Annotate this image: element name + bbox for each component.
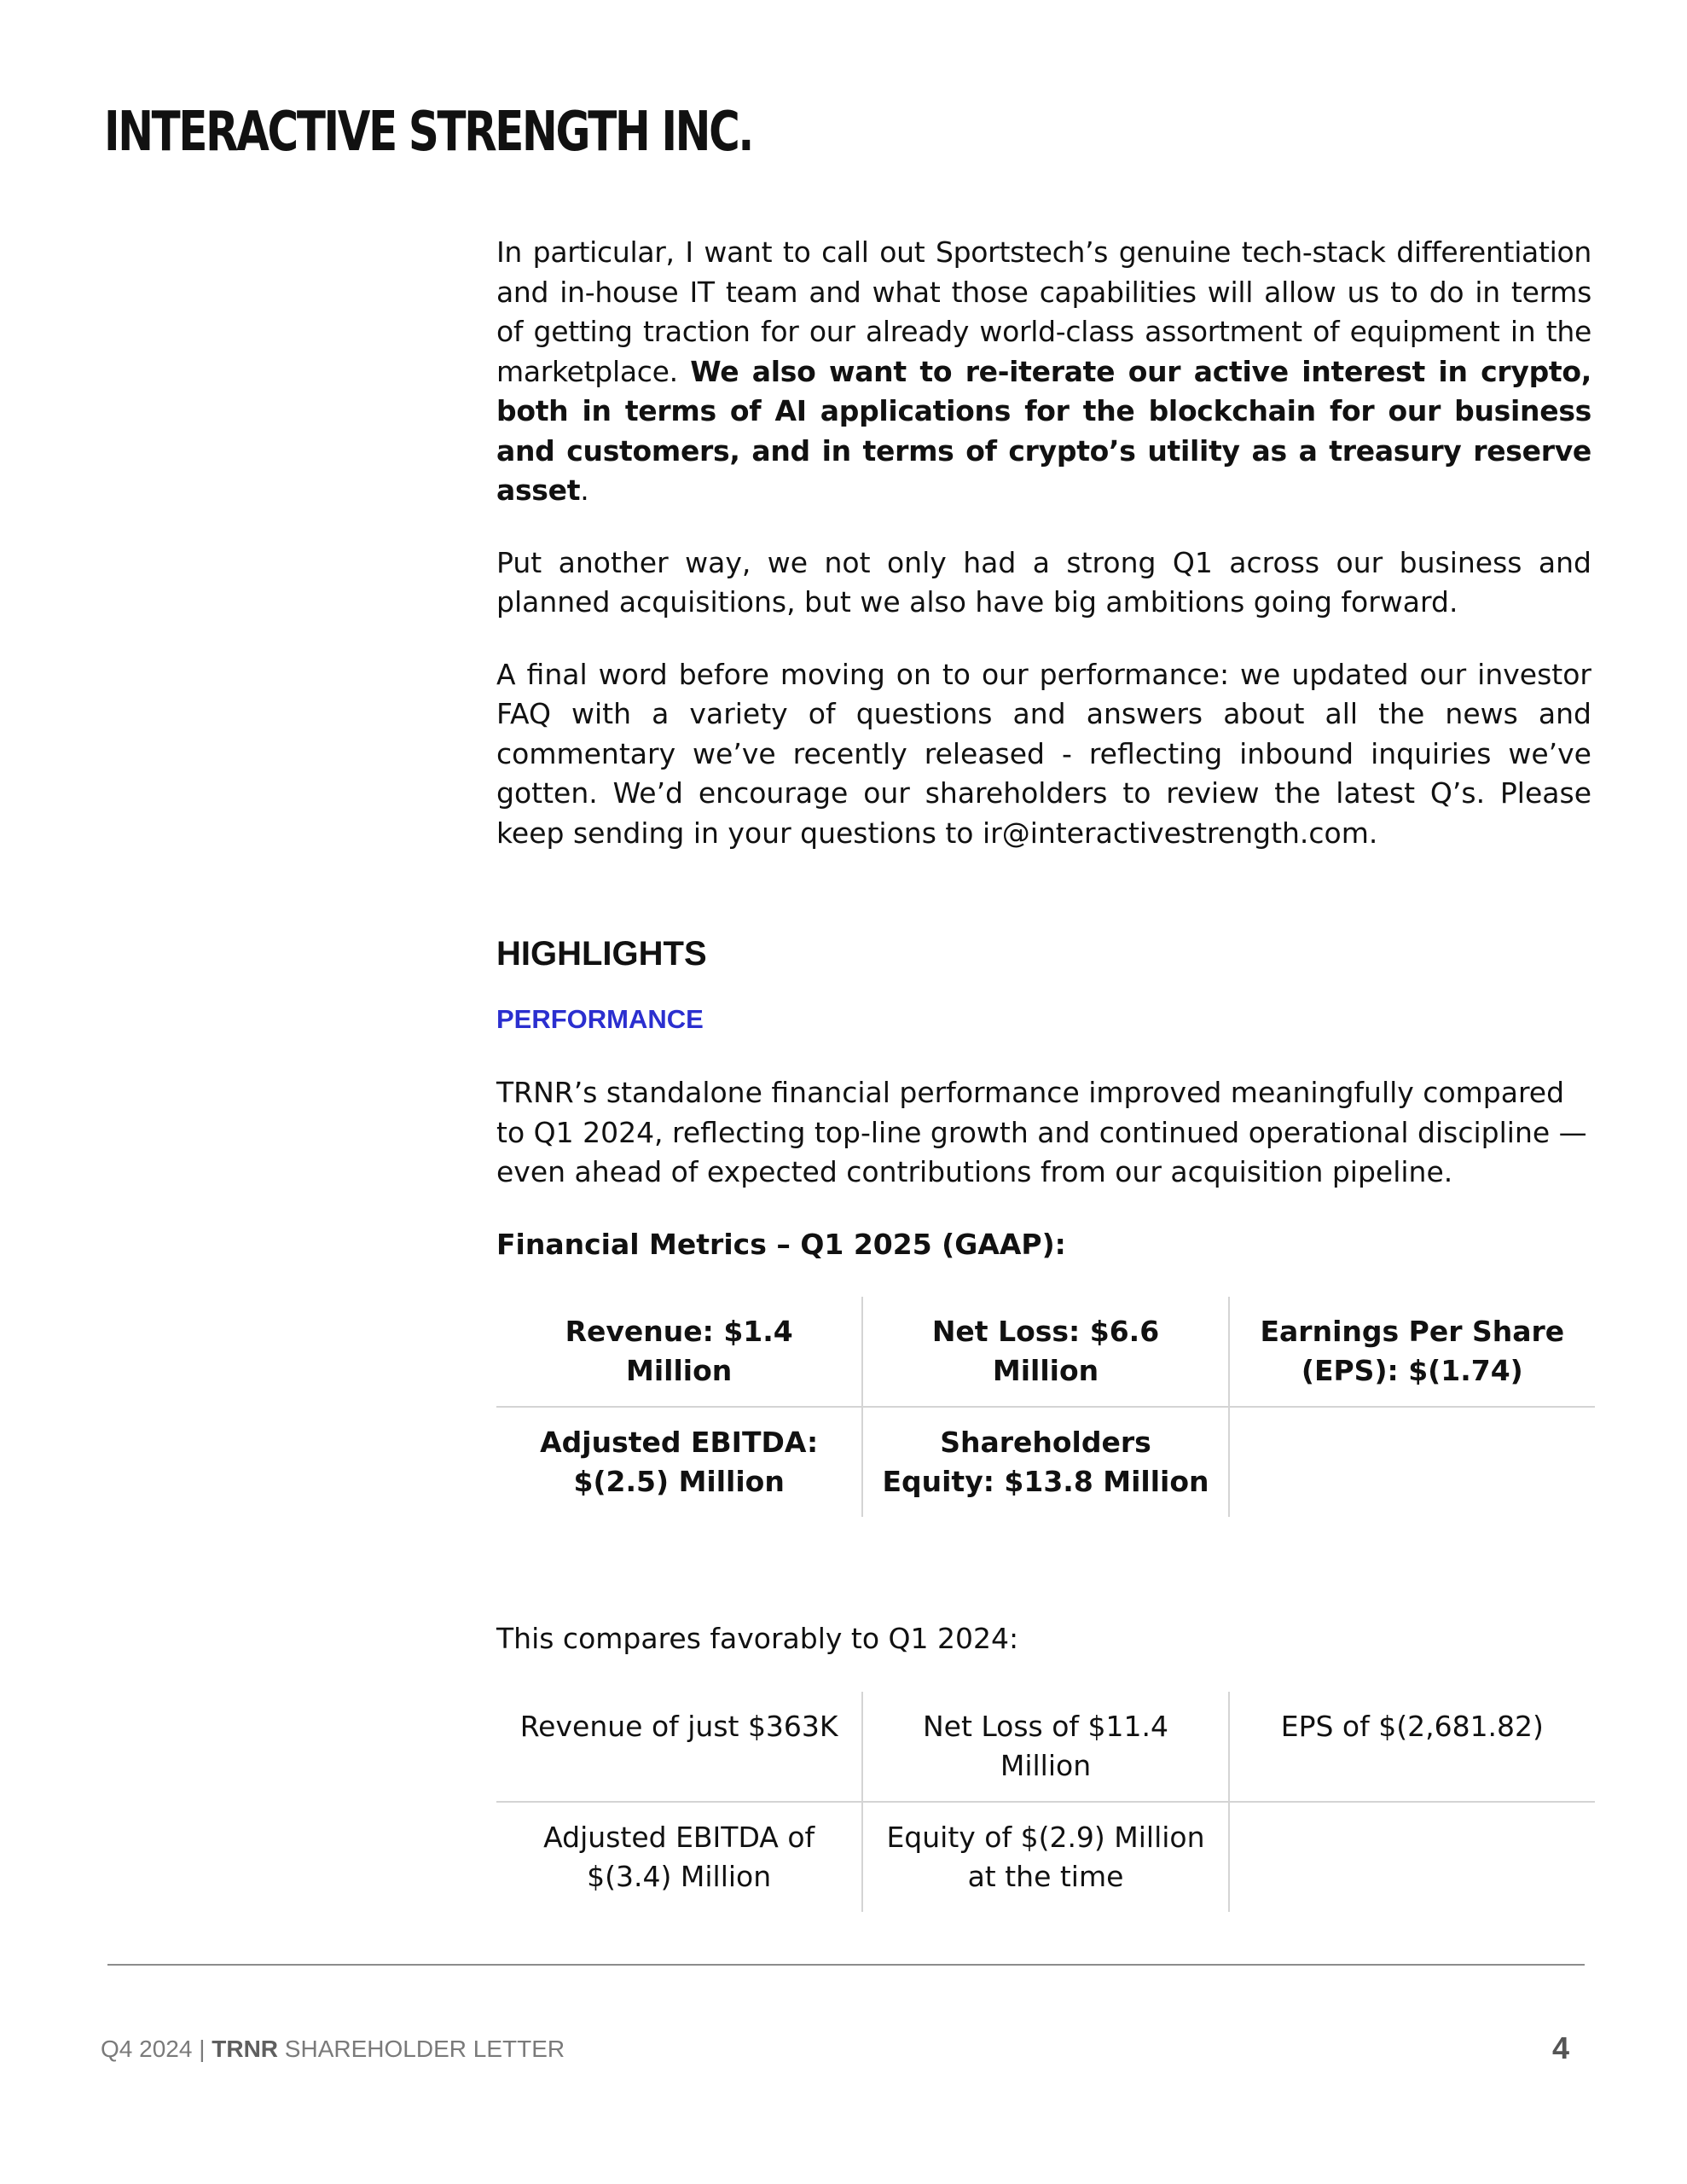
table-cell [1229,1407,1595,1517]
footer-period: Q4 2024 | [101,2036,212,2062]
footer-letter-label: SHAREHOLDER LETTER [278,2036,565,2062]
paragraph-performance: TRNR’s standalone financial performance improved meaningfully compared to Q1 2024, reflecting top-line growth and continued operational discipline — even ahead of expected contributions from our acquisition pipeline. [496,1076,1587,1188]
paragraph-intro [496,233,1591,511]
paragraph-intro-bold: We also want to re-iterate our active interest in crypto, both in terms of AI applications for the blockchain for our business and customers, and in terms of crypto’s utility as a treasury reserve asset [496,354,1591,507]
paragraph-ambitions: Put another way, we not only had a strong Q1 across our business and planned acquisitions, but we also have big ambitions going forward. [496,545,1591,619]
section-heading-highlights: HIGHLIGHTS [496,935,707,973]
footer-label [101,2036,565,2063]
paragraph-intro-end: . [580,473,589,507]
table-cell: Adjusted EBITDA: $(2.5) Million [496,1407,862,1517]
table-row [496,1297,1595,1407]
metrics-table-q1-2025 [496,1297,1595,1517]
table-cell: Earnings Per Share (EPS): $(1.74) [1229,1297,1595,1407]
table-cell: Revenue of just $363K [496,1692,862,1802]
comparison-table-q1-2024 [496,1692,1595,1912]
table-cell: Net Loss: $6.6 Million [862,1297,1228,1407]
table-cell: Equity of $(2.9) Million at the time [862,1802,1228,1912]
footer-divider [107,1964,1585,1966]
table-cell: EPS of $(2,681.82) [1229,1692,1595,1802]
paragraph-intro-text: In particular, I want to call out Sportstech’s genuine tech-stack differentiation and in-house IT team and what those capabilities will allow us to do in terms of getting traction for our already world-class assortment of equipment in the marketplace. [496,235,1591,388]
company-logo-wordmark: INTERACTIVE STRENGTH INC. [104,101,753,164]
table-cell [1229,1802,1595,1912]
metrics-title: Financial Metrics – Q1 2025 (GAAP): [496,1227,1066,1261]
subheading-performance: PERFORMANCE [496,1003,704,1034]
table-row [496,1692,1595,1802]
table-row [496,1407,1595,1517]
table-cell: Shareholders Equity: $13.8 Million [862,1407,1228,1517]
table-cell: Adjusted EBITDA of $(3.4) Million [496,1802,862,1912]
table-cell: Revenue: $1.4 Million [496,1297,862,1407]
paragraph-comparison: This compares favorably to Q1 2024: [496,1622,1019,1655]
paragraph-faq: A final word before moving on to our performance: we updated our investor FAQ with a variety of questions and answers about all the news and commentary we’ve recently released - reflecting inbound inquiries we’ve gotten. We’d encourage our shareholders to review the latest Q’s. Please keep sending in your questions to ir@interactivestrength.com. [496,657,1591,850]
letter-content [496,233,1591,1912]
page-number: 4 [1552,2030,1570,2065]
table-row [496,1802,1595,1912]
table-cell: Net Loss of $11.4 Million [862,1692,1228,1802]
footer-ticker: TRNR [212,2036,279,2062]
